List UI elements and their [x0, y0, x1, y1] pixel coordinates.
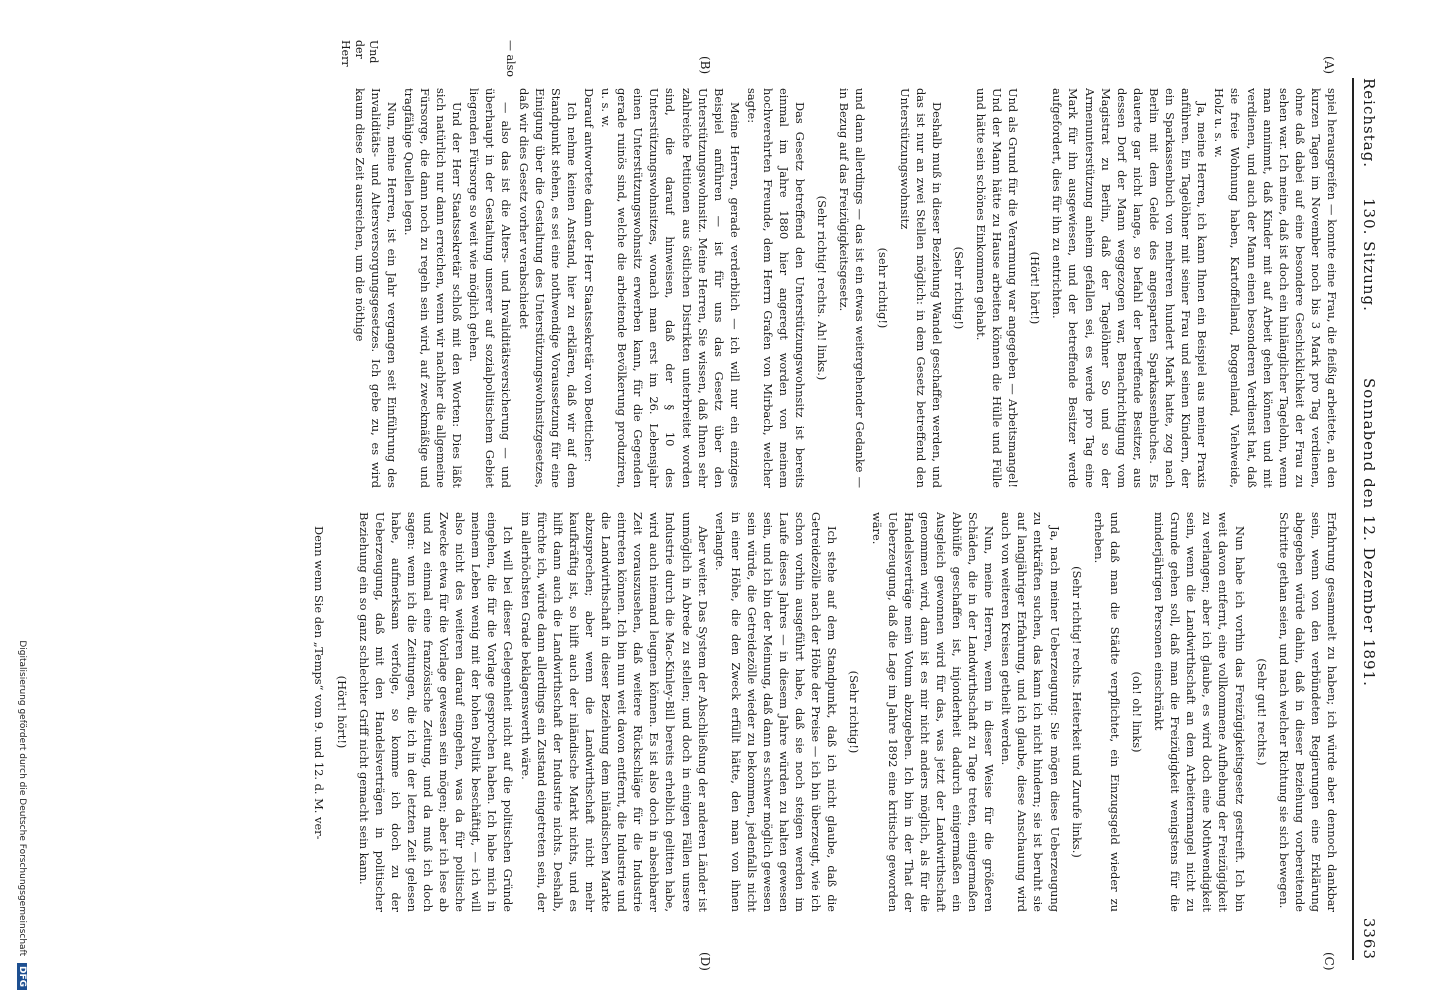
paragraph: (Sehr gut! rechts.)	[1254, 658, 1269, 766]
paragraph: (Sehr richtig!)	[847, 670, 862, 754]
margin-mark-c: (C)	[1322, 952, 1336, 971]
right-column	[20, 512, 1340, 912]
paragraph: Ich nehme keinen Anstand, hier zu erklären, daß wir auf dem Standpunkt stehen, es sei eine nothwendige Voraussetzung für eine Einigung über die Gestaltung des Unterstützungswohnsitzgesetzes, daß wir dies Gesetz vorher verabschiedet	[516, 88, 579, 488]
paragraph: Nun, meine Herren, wenn in dieser Weise für die größeren Schäden, die in der Landwirthschaft zu Tage treten, einigermaßen Abhülfe geschaffen ist, injonderheit dadurch einigermaßen ein Ausgleich gewonnen wird für das, was jetzt der Landwirthschaft genommen wird, dann ist es mir nicht anders möglich, als für die Handelsverträge mein Votum abzugeben. Ich bin in der That der Ueberzeugung, daß die Lage im Jahre 1892 eine kritische geworden wäre.	[869, 512, 997, 912]
paragraph: (sehr richtig!)	[875, 247, 890, 329]
paragraph: Nun, meine Herren, ist ein Jahr vergangen seit Einführung des Invaliditäts- und Altersversorgungsgesetzes. Ich gebe zu, es wird kaum diese Zeit ausreichen, um die nöthige	[352, 88, 399, 488]
margin-aside-und-der-herr: Und der Herr	[339, 40, 380, 67]
header-session: 130. Sitzung.	[1360, 198, 1378, 312]
paragraph: (Hört! hört!)	[334, 675, 349, 749]
paragraph: Ja, meine Herren, ich kann Ihnen ein Beispiel aus meiner Praxis anführen. Ein Tagelöhner mit seiner Frau und seinen Kindern, der ein Sparkassenbuch von mehreren hundert Mark hatte, zog nach Berlin mit dem Gelde des angesparten Sparkassenbuches. Es dauerte gar nicht lange, so befahl der betreffende Besitzer, aus dessen Dorf der Mann weggezogen war, Benachrichtigung vom Magistrat zu Berlin, daß der Tagelöhner So und so der Armenunterstützung anheim gefallen sei, es werde pro Tag eine Mark für ihn ausgewiesen, und der betreffende Besitzer werde aufgefordert, dies für ihn zu entrichten.	[1050, 88, 1210, 488]
digitization-text: Digitalisierung gefördert durch die Deutsche Forschungsgemeinschaft	[17, 640, 27, 957]
paragraph: — also das ist die Alters- und Invaliditätsversicherung — und überhaupt in der Gestaltung unserer auf sozialpolitischem Gebiet liegenden Fürsorge so weit wie möglich gehen.	[467, 88, 514, 488]
margin-aside-also: — also	[504, 40, 517, 77]
paragraph: Und als Grund für die Verarmung war angegeben — Arbeitsmangel! Und der Mann hätte zu Hause arbeiten können die Hülle und Fülle und hätte sein schönes Einkommen gehabt.	[974, 88, 1021, 488]
paragraph: (Sehr richtig! rechts. Heiterkeit und Zurufe links.)	[1069, 566, 1084, 858]
paragraph: Ja, nach meiner Ueberzeugung: Sie mögen diese Ueberzeugung zu entkräften suchen, das kann ich nicht hindern; sie ist beruht sie auf langjähriger Erfahrung, und ich glaube, diese Anschauung wird auch von weiteren Kreisen getheilt werden.	[999, 512, 1062, 912]
paragraph: Ich will bei dieser Gelegenheit nicht auf die politischen Gründe eingehen, die für die Vorlage gesprochen haben. Ich habe mich in meinem Leben wenig mit der hohen Politik beschäftigt, — ich will also nicht des weiteren darauf eingehen, was da für politische Zwecke etwa für die Vorlage gewesen sein mögen; aber ich lese ab und zu einmal eine französische Zeitung, und da muß ich doch sagen: wenn ich die Zeitungen, die ich in der letzten Zeit gelesen habe, aufmerksam verfolge, so komme ich doch zu der Ueberzeugung, daß mit den Handelsverträgen in politischer Beziehung ein so ganz schlechter Griff nicht gemacht sein kann.	[356, 512, 516, 912]
paragraph: Das Gesetz betreffend den Unterstützungswohnsitz ist bereits einmal im Jahre 1880 hier angeregt worden von meinem hochverehrten Freunde, dem Herrn Grafen von Mirbach, welcher sagte:	[744, 88, 808, 488]
paragraph: spiel herausgreifen — konnte eine Frau, die fleißig arbeitete, an den kurzen Tagen im November noch bis 3 Mark pro Tag verdienen, ohne daß dabei auf eine besondere Geschicklichkeit der Frau zu sehen war. Ich meine, daß ist doch ein hinlänglicher Tagelohn, wenn man annimmt, daß Kinder mit auf Arbeit gehen können und mit verdienen, und auch der Mann einen besonderen Verdienst hat, daß sie freie Wohnung haben, Kartoffelland, Roggenland, Viehweide, Holz u. s. w.	[1212, 88, 1339, 488]
paragraph: Ich stehe auf dem Standpunkt, daß ich nicht glaube, daß die Getreidezölle nach der Höhe der Preise — ich bin überzeugt, wie ich schon vorhin ausgeführt habe, daß sie noch steigen werden im Laufe dieses Jahres — in diesem Jahre würden zu halten gewesen sein, und ich bin der Meinung, daß dann es schwer möglich gewesen sein würde, die Getreidezölle wieder zu bekommen, jedenfalls nicht in einer Höhe, die den Zweck erfüllt hätte, den man von ihnen verlangte.	[712, 512, 840, 912]
paragraph: (Sehr richtig! rechts. Ah! links.)	[815, 195, 830, 381]
paragraph: (oh! oh! links)	[1129, 671, 1144, 753]
paragraph: Meine Herren, gerade verderblich — ich will nur ein einziges Beispiel anführen — ist für uns das Gesetz über den Unterstützungswohnsitz. Meine Herren, Sie wissen, daß Ihnen sehr zahlreiche Petitionen aus östlichen Distrikten unterbreitet worden sind, die darauf hinweisen, daß der § 10 des Unterstützungswohnsitzes, wonach man erst im 26. Lebensjahr einen Unterstützungswohnsitz erwerben kann, für die Gegenden gerade ruinös sind, welche die arbeitende Bevölkerung produziren, u. s. w.	[599, 88, 742, 488]
paragraph: (Sehr richtig!)	[951, 246, 966, 330]
page-header	[1352, 78, 1380, 960]
margin-mark-a: (A)	[1322, 56, 1336, 75]
margin-mark-d: (D)	[698, 952, 712, 971]
header-page-number: 3363	[1360, 917, 1378, 960]
header-reichstag: Reichstag.	[1360, 78, 1378, 169]
header-date: Sonnabend den 12. Dezember 1891.	[1360, 378, 1378, 687]
digitization-note	[17, 470, 27, 990]
paragraph: Deshalb muß in dieser Beziehung Wandel geschaffen werden, und das ist nur an zwei Stellen möglich: in dem Gesetz betreffend den Unterstützungswohnsitz	[897, 88, 944, 488]
paragraph: Und der Herr Staatssekretär schloß mit den Worten: Dies läßt sich natürlich nur dann erreichen, wenn wir nachher die allgemeine Fürsorge, die dann noch zu regeln sein wird, auf zweckmäßige und tragfähige Quellen legen.	[401, 88, 465, 488]
paragraph: (Hört! hört!)	[1028, 251, 1043, 325]
paragraph: Nun habe ich vorhin das Freizügigkeitsgesetz gestreift. Ich bin weit davon entfernt, eine vollkommene Aufhebung der Freizügigkeit zu verlangen; aber ich glaube, es wird doch eine Nothwendigkeit sein, wenn die Landwirthschaft an dem Arbeitermangel nicht zu Grunde gehen soll, daß man die Freizügigkeit wenigstens für die minderjährigen Personen einschränkt	[1152, 512, 1247, 912]
margin-mark-b: (B)	[698, 56, 712, 75]
left-column	[20, 88, 1340, 488]
dfg-logo: DFG	[17, 963, 27, 990]
paragraph: Aber weiter. Das System der Abschließung der anderen Länder ist unmöglich in Abrede zu stellen; und doch in einigen Fällen unsere Industrie durch die Mac-Kinley-Bill bereits erheblich gelitten habe, wird auch niemand leugnen können. Es ist also doch in absehbarer Zeit vorauszusehen, daß weitere Rückschläge für die Industrie eintreten können. Ich bin nun weit davon entfernt, die Industrie und die Landwirthschaft in dieser Beziehung dem inländischen Markte abzusprechen; aber wenn die Landwirthschaft nicht mehr kaufkräftig ist, so hilft auch der inländische Markt nichts, und es hilft dann auch die Landwirthschaft der Industrie nichts. Deshalb, fürchte ich, würde dann allerdings ein Zustand eingetreten sein, der im allerhöchsten Grade beklagenswerth wäre.	[518, 512, 710, 912]
paragraph: Darauf antwortete dann der Herr Staatssekretär von Boetticher:	[581, 88, 596, 463]
paragraph: und dann allerdings — das ist ein etwas weitergehender Gedanke — in Bezug auf das Freizügigkeitsgesetz.	[837, 88, 868, 488]
paragraph: Denn wenn Sie den „Temps“ vom 9. und 12. d. M. ver-	[312, 526, 327, 840]
paragraph: und daß man die Städte verpflichtet, ein Einzugsgeld wieder zu erheben.	[1091, 512, 1122, 912]
paragraph: Erfahrung gesammelt zu haben; ich würde aber dennoch dankbar sein, wenn von den verbündeten Regierungen eine Erklärung abgegeben würde dahin, daß in dieser Beziehung vorbereitende Schritte gethan seien, und nach welcher Richtung sie sich bewegen.	[1276, 512, 1339, 912]
